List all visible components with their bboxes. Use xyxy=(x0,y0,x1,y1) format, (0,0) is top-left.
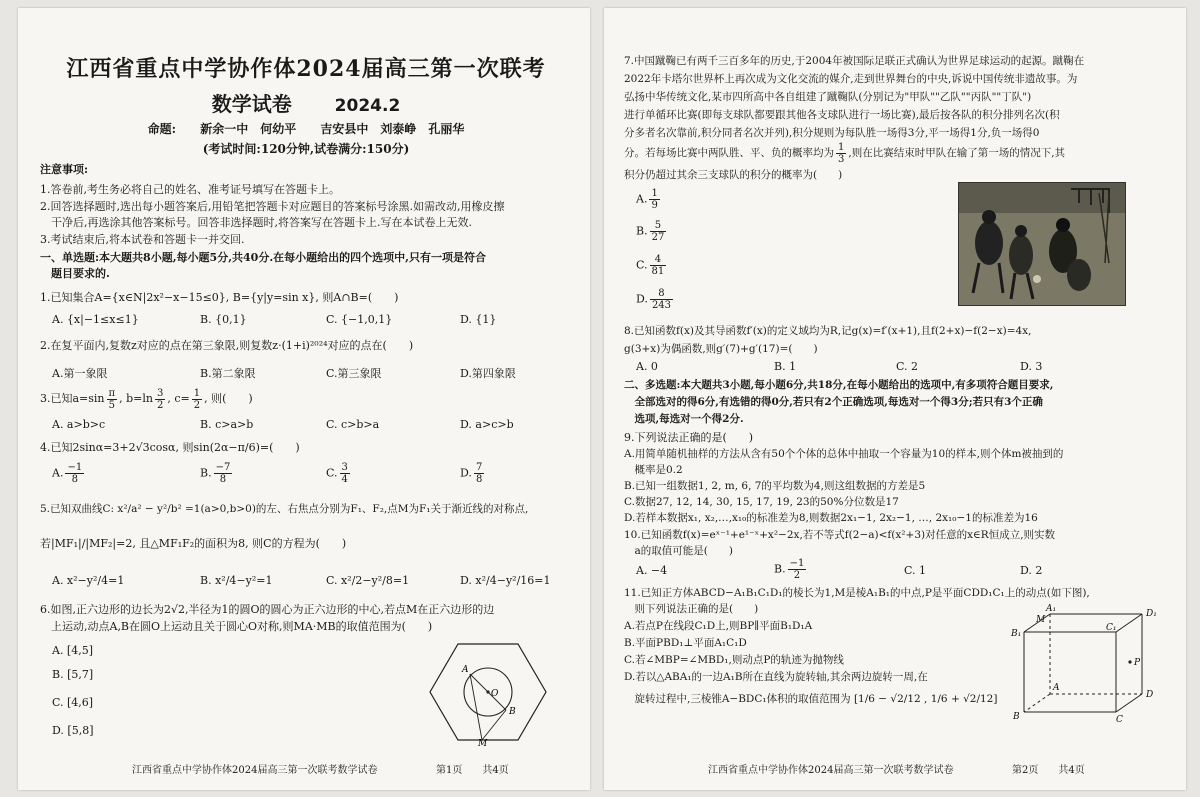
q2-option-c: C.第三象限 xyxy=(326,367,382,380)
q4-a-num: −1 xyxy=(67,462,83,473)
q10-option-b xyxy=(774,558,808,581)
q1-option-d: D. {1} xyxy=(460,313,497,326)
label-b1: B₁ xyxy=(1011,629,1022,639)
q7-option-d xyxy=(636,288,675,311)
cuju-painting-image xyxy=(958,182,1126,306)
label-c: C xyxy=(1116,715,1123,724)
q2-option-b: B.第二象限 xyxy=(200,367,256,380)
q3-frac-1-num: π xyxy=(108,387,116,399)
q7-a-label: A. xyxy=(636,192,648,206)
q3-option-d: D. a>c>b xyxy=(460,418,514,431)
q7-line-5: 分多者名次靠前,积分同者名次并列),积分规则为每队胜一场得3分,平一场得1分,负一场得0 xyxy=(624,127,1040,139)
q9-option-c: C.数据27, 12, 14, 30, 15, 17, 19, 23的50%分位数是17 xyxy=(624,496,899,508)
q7-line-6 xyxy=(624,140,1065,166)
hexagon-circle-figure xyxy=(428,638,548,746)
q7-c-den: 81 xyxy=(651,266,665,277)
edge-cd xyxy=(1116,694,1142,712)
label-b: B xyxy=(1013,712,1020,722)
q9-option-b: B.已知一组数据1, 2, m, 6, 7的平均数为4,则这组数据的方差是5 xyxy=(624,480,926,492)
question-4: 4.已知2sinα=3+2√3cosα, 则sin(2α−π/6)=( ) xyxy=(40,441,300,454)
q3-pre: 3.已知a=sin xyxy=(40,392,105,405)
exam-page-2 xyxy=(604,8,1186,790)
q9-option-d: D.若样本数据x₁, x₂,…,x₁₀的标准差为8,则数据2x₁−1, 2x₂−1, …, 2x₁₀−1的标准差为16 xyxy=(624,512,1038,524)
q7-a-frac xyxy=(649,188,659,211)
notice-title: 注意事项: xyxy=(40,163,89,176)
exam-title: 江西省重点中学协作体2024届高三第一次联考 xyxy=(66,56,546,82)
point-p xyxy=(1128,660,1131,663)
q4-a-den: 8 xyxy=(71,474,79,485)
q11-option-c: C.若∠MBP=∠MBD₁,则动点P的轨迹为抛物线 xyxy=(624,654,844,666)
q7-a-den: 9 xyxy=(651,200,658,211)
author-1: 新余一中 何幼平 xyxy=(200,122,297,136)
q10-option-d: D. 2 xyxy=(1020,564,1043,577)
q7-line-4: 进行单循环比赛(即每支球队都要跟其他各支球队进行一场比赛),最后按各队的积分排列名次(积 xyxy=(624,109,1060,121)
q3-frac-2-num: 3 xyxy=(156,387,164,399)
q7-c-label: C. xyxy=(636,258,648,272)
q4-option-d xyxy=(460,462,486,485)
question-6-line-1: 6.如图,正六边形的边长为2√2,半径为1的圆O的圆心为正六边形的中心,若点M在正六边形的边 xyxy=(40,603,495,616)
q7-d-label: D. xyxy=(636,292,648,306)
cuju-painting-drawing xyxy=(959,183,1125,305)
q7-line-7: 积分仍超过其余三支球队的积分的概率为( ) xyxy=(624,169,843,181)
q3-frac-2 xyxy=(155,388,165,411)
segment-bm xyxy=(482,710,506,740)
q10-b-num: −1 xyxy=(789,558,805,569)
q10-option-c: C. 1 xyxy=(904,564,927,577)
q4-a-frac xyxy=(65,462,84,485)
label-a: A xyxy=(462,665,469,675)
question-2: 2.在复平面内,复数z对应的点在第三象限,则复数z·(1+i)²⁰²⁴对应的点在( ) xyxy=(40,339,414,352)
notice-1: 1.答卷前,考生务必将自己的姓名、准考证号填写在答题卡上。 xyxy=(40,183,340,196)
authors-label: 命题: xyxy=(147,122,177,136)
q6-option-d: D. [5,8] xyxy=(52,724,94,737)
section-2-heading-3: 选项,每选对一个得2分. xyxy=(624,413,744,425)
q7-c-num: 4 xyxy=(650,254,667,266)
q7-line-2: 2022年卡塔尔世界杯上再次成为文化交流的媒介,走到世界舞台的中央,诉说中国传统非遗故事。为 xyxy=(624,73,1078,85)
section-2-heading-2: 全部选对的得6分,有选错的得0分,若只有2个正确选项,每选对一个得3分;若只有3个正确 xyxy=(624,396,1043,408)
q7-b-frac xyxy=(650,220,667,243)
cube-figure xyxy=(1010,604,1166,724)
q7-option-c xyxy=(636,254,668,277)
q4-b-label: B. xyxy=(200,466,212,480)
q2-option-d: D.第四象限 xyxy=(460,367,516,380)
q7-d-den: 243 xyxy=(651,300,672,311)
q4-b-num: −7 xyxy=(215,462,231,473)
q7-l6-den: 3 xyxy=(838,153,845,165)
q7-line-3: 弘扬中华传统文化,某市四所高中各自组建了蹴鞠队(分别记为"甲队""乙队""丙队""丁队") xyxy=(624,91,1032,103)
question-5-line-2: 若|MF₁|/|MF₂|=2, 且△MF₁F₂的面积为8, 则C的方程为( ) xyxy=(40,537,347,550)
q4-d-frac xyxy=(474,462,484,485)
q5-option-c: C. x²/2−y²/8=1 xyxy=(326,574,410,587)
time-info: (考试时间:120分钟,试卷满分:150分) xyxy=(202,142,410,156)
q7-option-b xyxy=(636,220,668,243)
q4-option-b xyxy=(200,462,234,485)
q4-b-den: 8 xyxy=(219,474,227,485)
q11-option-d-cont xyxy=(624,692,997,707)
q1-option-b: B. {0,1} xyxy=(200,313,247,326)
label-o: O xyxy=(491,689,499,699)
exam-date: 2024.2 xyxy=(334,96,401,116)
q3-option-b: B. c>a>b xyxy=(200,418,254,431)
label-d1: D₁ xyxy=(1146,609,1157,619)
label-p: P xyxy=(1134,658,1141,668)
page-2-content xyxy=(624,8,1168,790)
q10-option-a: A. −4 xyxy=(636,564,668,577)
q11-option-a: A.若点P在线段C₁D上,则BP∥平面B₁D₁A xyxy=(624,620,813,632)
q3-mid-1: , b=ln xyxy=(119,392,153,405)
label-m: M xyxy=(478,739,488,746)
q7-l6-pre: 分。若每场比赛中两队胜、平、负的概率均为 xyxy=(624,147,834,159)
question-6-line-2: 上运动,动点A,B在圆O上运动且关于圆心O对称,则MA·MB的取值范围为( ) xyxy=(40,620,433,633)
q4-a-label: A. xyxy=(52,466,64,480)
page-2-number: 第2页 共4页 xyxy=(1012,765,1085,776)
question-1: 1.已知集合A={x∈N|2x²−x−15≤0}, B={y|y=sin x}, 则A∩B=( ) xyxy=(40,291,399,304)
author-2: 吉安县中 刘泰峥 孔丽华 xyxy=(320,122,465,136)
q7-l6-num: 1 xyxy=(838,141,845,153)
q7-d-num: 8 xyxy=(650,288,673,300)
q11-option-d: D.若以△ABA₁的一边A₁B所在直线为旋转轴,其余两边旋转一周,在 xyxy=(624,671,928,683)
q7-line-1: 7.中国蹴鞠已有两千三百多年的历史,于2004年被国际足联正式确认为世界足球运动的起源。蹴鞠在 xyxy=(624,55,1085,67)
q5-option-b: B. x²/4−y²=1 xyxy=(200,574,273,587)
q3-frac-3-den: 2 xyxy=(193,399,201,411)
q11-d2-pre: 旋转过程中,三棱锥A−BDC₁体积的取值范围为 xyxy=(624,693,851,705)
q6-option-b: B. [5,7] xyxy=(52,668,94,681)
q2-option-a: A.第一象限 xyxy=(52,367,108,380)
q4-option-c xyxy=(326,462,352,485)
q7-option-a xyxy=(636,188,662,211)
question-8-line-1: 8.已知函数f(x)及其导函数f′(x)的定义域均为R,记g(x)=f′(x+1),且f(2+x)−f(2−x)=4x, xyxy=(624,325,1032,337)
page-1-number: 第1页 共4页 xyxy=(436,765,509,776)
notice-2: 2.回答选择题时,选出每小题答案后,用铅笔把答题卡对应题目的答案标号涂黑.如需改动,用橡皮擦 xyxy=(40,200,505,213)
q9-option-a-cont: 概率是0.2 xyxy=(624,464,683,476)
label-d: D xyxy=(1146,690,1154,700)
q4-option-a xyxy=(52,462,86,485)
q1-option-a: A. {x|−1≤x≤1} xyxy=(52,313,139,326)
page-2-footer: 江西省重点中学协作体2024届高三第一次联考数学试卷 xyxy=(708,765,954,776)
q3-frac-3 xyxy=(192,388,202,411)
edge-ab-hidden xyxy=(1024,694,1050,712)
q3-mid-2: , c= xyxy=(167,392,190,405)
q8-option-b: B. 1 xyxy=(774,360,797,373)
q11-d2-range: [1/6 − √2/12 , 1/6 + √2/12] xyxy=(853,693,998,705)
q4-c-num: 3 xyxy=(341,462,348,473)
q3-frac-2-den: 2 xyxy=(156,399,164,411)
q7-c-frac xyxy=(650,254,667,277)
edge-d1c1 xyxy=(1116,614,1142,632)
q7-a-num: 1 xyxy=(651,188,658,199)
q4-b-frac xyxy=(214,462,233,485)
q3-frac-3-num: 1 xyxy=(193,387,201,399)
q10-b-den: 2 xyxy=(793,570,801,581)
question-11-line-1: 11.已知正方体ABCD−A₁B₁C₁D₁的棱长为1,M是棱A₁B₁的中点,P是平面CDD₁C₁上的动点(如下图), xyxy=(624,587,1090,599)
q3-post: , 则( ) xyxy=(204,392,253,405)
q4-c-label: C. xyxy=(326,466,338,480)
section-1-heading-b: 题目要求的. xyxy=(40,267,110,280)
question-9: 9.下列说法正确的是( ) xyxy=(624,431,754,444)
authors-line xyxy=(40,120,572,137)
label-c1: C₁ xyxy=(1106,623,1117,633)
q3-option-c: C. c>b>a xyxy=(326,418,380,431)
q3-frac-1 xyxy=(107,388,118,411)
q6-option-a: A. [4,5] xyxy=(52,644,94,657)
label-a: A xyxy=(1053,683,1060,693)
exam-subject xyxy=(40,88,572,117)
q8-option-d: D. 3 xyxy=(1020,360,1043,373)
question-10-line-1: 10.已知函数f(x)=eˣ⁻¹+e¹⁻ˣ+x²−2x,若不等式f(2−a)<f(x²+3)对任意的x∈R恒成立,则实数 xyxy=(624,529,1056,541)
question-3 xyxy=(40,386,253,412)
center-point xyxy=(486,690,489,693)
q7-b-label: B. xyxy=(636,224,648,238)
page-1-footer: 江西省重点中学协作体2024届高三第一次联考数学试卷 xyxy=(132,765,378,776)
q6-option-c: C. [4,6] xyxy=(52,696,94,709)
notice-2b: 干净后,再选涂其他答案标号。回答非选择题时,将答案写在答题卡上.写在本试卷上无效. xyxy=(40,216,472,229)
q5-option-d: D. x²/4−y²/16=1 xyxy=(460,574,551,587)
q8-option-c: C. 2 xyxy=(896,360,919,373)
q7-d-frac xyxy=(650,288,673,311)
q10-b-label: B. xyxy=(774,562,786,576)
q9-option-a: A.用简单随机抽样的方法从含有50个个体的总体中抽取一个容量为10的样本,则个体m被抽到的 xyxy=(624,448,1064,460)
label-a1: A₁ xyxy=(1046,604,1057,614)
question-5-line-1: 5.已知双曲线C: x²/a² − y²/b² =1(a>0,b>0)的左、右焦点分别为F₁、F₂,点M为F₁关于渐近线的对称点, xyxy=(40,503,529,515)
q3-frac-1-den: 5 xyxy=(108,399,115,411)
q4-c-frac xyxy=(340,462,350,485)
q1-option-c: C. {−1,0,1} xyxy=(326,313,393,326)
q8-option-a: A. 0 xyxy=(636,360,658,373)
q5-option-a: A. x²−y²/4=1 xyxy=(52,574,125,587)
label-m: M xyxy=(1036,615,1046,625)
q10-b-frac xyxy=(788,558,807,581)
exam-page-1 xyxy=(18,8,590,790)
q11-option-b: B.平面PBD₁⊥平面A₁C₁D xyxy=(624,637,747,649)
q4-d-den: 8 xyxy=(475,474,483,485)
page-1-content xyxy=(40,8,572,790)
question-11-line-2: 则下列说法正确的是( ) xyxy=(624,603,759,615)
q7-b-num: 5 xyxy=(650,220,667,232)
q3-option-a: A. a>b>c xyxy=(52,418,106,431)
subject-label: 数学试卷 xyxy=(211,92,292,116)
notice-3: 3.考试结束后,将本试卷和答题卡一并交回. xyxy=(40,233,245,246)
q7-b-den: 27 xyxy=(651,232,665,243)
question-10-line-2: a的取值可能是( ) xyxy=(624,545,733,557)
section-2-heading-1: 二、多选题:本大题共3小题,每小题6分,共18分,在每小题给出的选项中,有多项符合题目要求, xyxy=(624,379,1054,391)
section-1-heading: 一、单选题:本大题共8小题,每小题5分,共40分.在每小题给出的四个选项中,只有一项是符合 xyxy=(40,251,486,264)
q7-l6-frac xyxy=(836,142,846,165)
q4-c-den: 4 xyxy=(341,474,348,485)
q7-l6-post: ,则在比赛结束时甲队在输了第一场的情况下,其 xyxy=(848,147,1066,159)
q4-d-label: D. xyxy=(460,466,472,480)
label-b: B xyxy=(509,707,516,717)
question-8-line-2: g(3+x)为偶函数,则g′(7)+g′(17)=( ) xyxy=(624,343,818,355)
q4-d-num: 7 xyxy=(475,462,483,473)
